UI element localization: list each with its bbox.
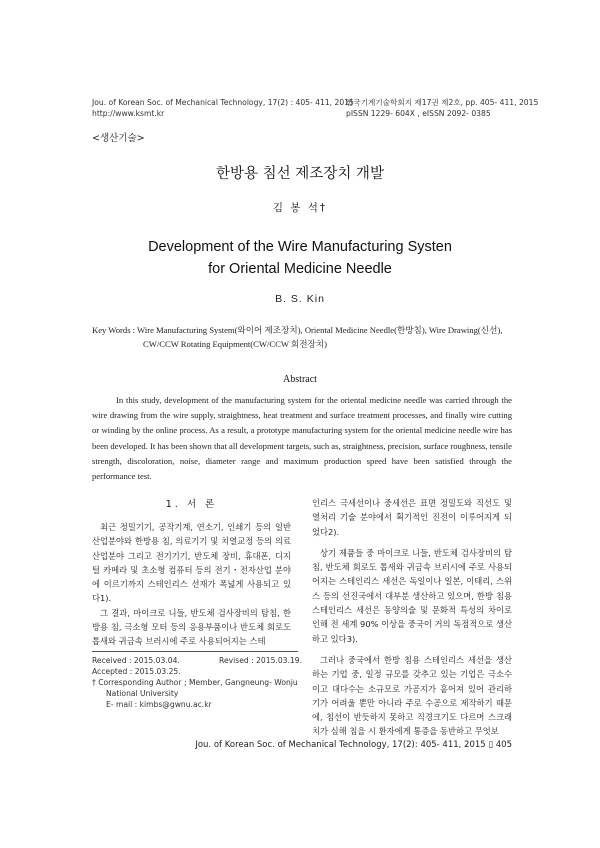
keywords — [92, 323, 522, 351]
journal-citation-ko: 한국기계기술학회지 제17권 제2호, pp. 405- 411, 2015 — [346, 98, 539, 107]
paragraph: 상기 제품들 중 마이크로 니들, 반도체 검사장비의 탐침, 반도체 회로도 톱새와 귀금속 브러시에 주로 사용되어지는 스테인리스 세선은 독일이나 일본, 이태리, 스위스 등의 선진국에서 대부분 생산하고 있으며, 한방 침용 스테인리스 세선은 동양의술 및 문화적 특성의 차이로 인해 전 세계 90% 이상을 중국이 거의 독점적으로 생산하고 있다3). — [312, 547, 512, 644]
revised-date: Revised : 2015.03.19. — [219, 656, 302, 665]
journal-issn: pISSN 1229- 604X , eISSN 2092- 0385 — [346, 109, 491, 118]
title-en-line-1: Development of the Wire Manufacturing Systen — [148, 239, 452, 255]
journal-header-left — [92, 97, 354, 119]
paragraph: 그 결과, 마이크로 니들, 반도체 검사장비의 탐침, 한방용 침, 극소형 모터 등의 응용부품이나 반도체 회로도 톱새와 귀금속 브러시에 주로 사용되어지는 스테 — [92, 607, 291, 647]
journal-header-right — [346, 97, 538, 119]
paper-title-english — [0, 236, 600, 280]
corresponding-author: † Corresponding Author ; Member, Gangneung- Wonju — [92, 678, 298, 687]
journal-url[interactable]: http://www.ksmt.kr — [92, 109, 165, 118]
author-korean: 김 봉 석† — [272, 202, 328, 214]
section-tag: <생산기술> — [92, 133, 145, 144]
body-column-left — [92, 496, 291, 649]
paragraph: 그러나 중국에서 한방 침용 스테인리스 세선을 생산하는 기업 중, 일정 규모를 갖추고 있는 기업은 극소수이고 대다수는 소규모로 가공지가 흩어져 있어 관리하기가 어려울 뿐만 아니라 주로 수공으로 제작하기 때문에, 침선이 반듯하지 못하고 직경크기도 다르며 스크래치가 심해 침을 시 환자에게 통증을 동반하고 무엇보 — [312, 654, 512, 737]
title-en-line-2: for Oriental Medicine Needle — [208, 261, 392, 277]
author-english: B. S. Kin — [275, 293, 325, 305]
footnote — [92, 655, 302, 710]
paragraph: 최근 정밀기기, 공작기계, 연소기, 인쇄기 등의 일반산업분야와 한방용 침, 의료기기 및 치열교정 등의 의료산업분야 그리고 전기기기, 반도체 장비, 휴대폰, 디지털 카메라 및 초소형 컴퓨터 등의 전기・전자산업 분야에 이르기까지 스테인리스 선재가 폭넓게 사용되고 있다1). — [92, 522, 291, 604]
page-footer: Jou. of Korean Soc. of Mechanical Technology, 17(2): 405- 411, 2015 ▯ 405 — [195, 740, 512, 750]
paragraph: 인리스 극세선이나 중세선은 표면 정밀도와 직선도 및 열처리 기술 분야에서 획기적인 진전이 이루어지게 되었다2). — [312, 498, 512, 537]
footnote-divider — [92, 651, 298, 652]
body-column-right — [312, 496, 512, 739]
affiliation: National University — [106, 689, 179, 698]
author-email[interactable]: E- mail : kimbs@gwnu.ac.kr — [106, 700, 212, 709]
section-heading-introduction: 1. 서 론 — [165, 499, 218, 510]
abstract-heading: Abstract — [283, 374, 317, 385]
accepted-date: Accepted : 2015.03.25. — [92, 667, 181, 676]
paper-title-korean: 한방용 침선 제조장치 개발 — [216, 166, 384, 182]
keywords-line-1: Key Words : Wire Manufacturing System(와이어 제조장치), Oriental Medicine Needle(한방침), Wire Drawing(신선), — [92, 325, 503, 335]
keywords-line-2: CW/CCW Rotating Equipment(CW/CCW 회전장치) — [143, 339, 327, 349]
received-date: Received : 2015.03.04. — [92, 656, 180, 665]
abstract-body: In this study, development of the manufacturing system for the oriental medicine needle was carried through the wire drawing from the wire supply, straightness, heat treatment and surface treatment processes, and finally wire cutting or winding by the online process. As a result, a prototype manufacturing system for the oriental medicine needle wire has been developed. It has been shown that all development targets, such as, straightness, precision, surface roughness, tensile strength, discoloration, noise, diameter range and maximum production speed have been satisfied through the performance test. — [92, 395, 512, 482]
journal-citation: Jou. of Korean Soc. of Mechanical Technology, 17(2) : 405- 411, 2015 — [92, 98, 354, 107]
footnote-dates — [92, 655, 302, 666]
